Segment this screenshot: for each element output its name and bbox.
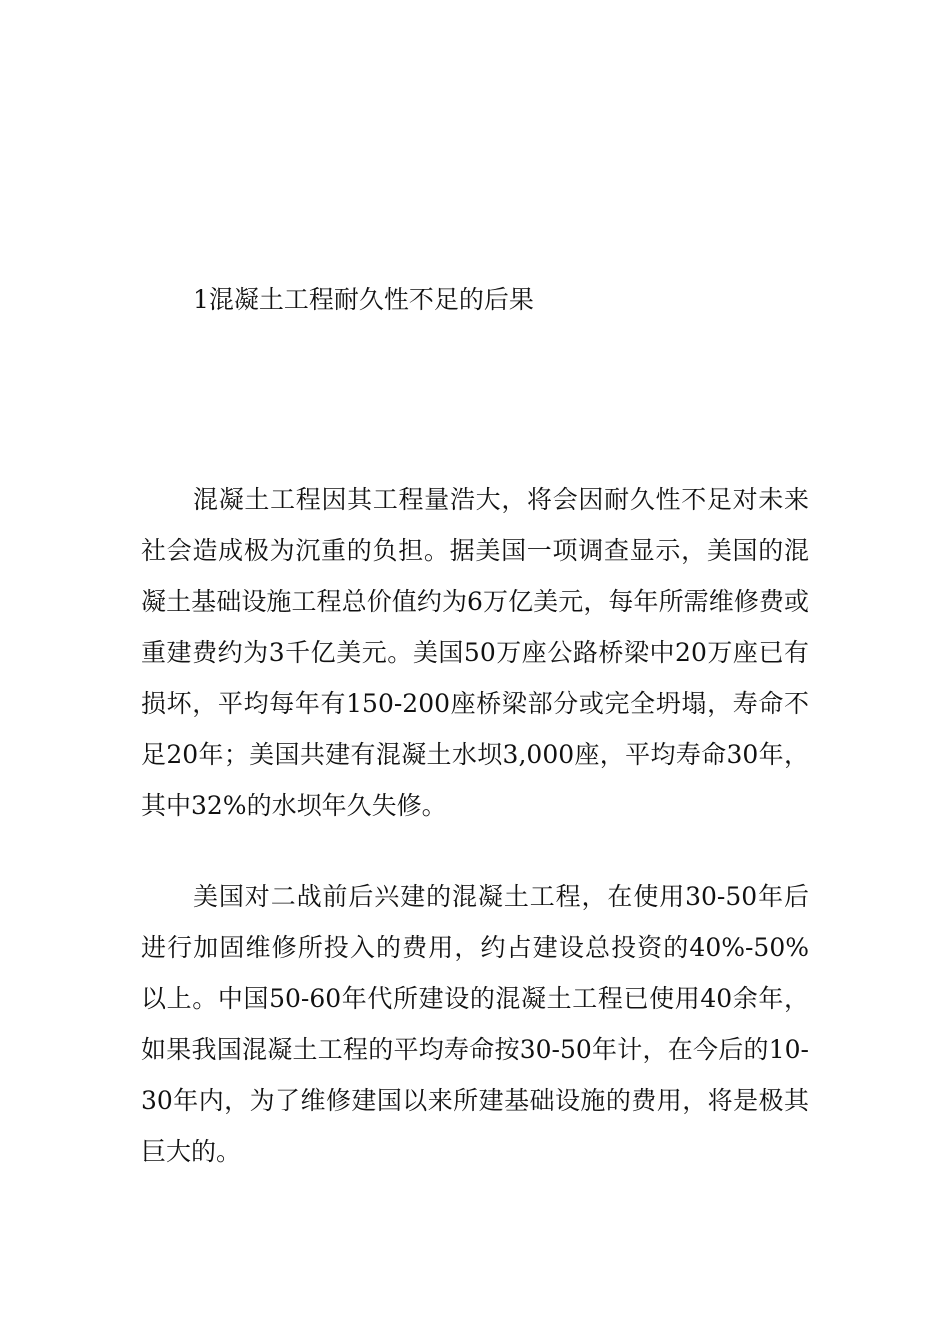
section-heading: 1混凝土工程耐久性不足的后果 bbox=[193, 285, 534, 314]
paragraph-1: 混凝土工程因其工程量浩大，将会因耐久性不足对未来社会造成极为沉重的负担。据美国一项调查显示，美国的混凝土基础设施工程总价值约为6万亿美元，每年所需维修费或重建费约为3千亿美元。美国50万座公路桥梁中20万座已有损坏，平均每年有150-200座桥梁部分或完全坍塌，寿命不足20年；美国共建有混凝土水坝3,000座，平均寿命30年，其中32%的水坝年久失修。 bbox=[141, 485, 809, 820]
paragraph-2: 美国对二战前后兴建的混凝土工程，在使用30-50年后进行加固维修所投入的费用，约占建设总投资的40%-50%以上。中国50-60年代所建设的混凝土工程已使用40余年，如果我国混凝土工程的平均寿命按30-50年计，在今后的10-30年内，为了维修建国以来所建基础设施的费用，将是极其巨大的。 bbox=[141, 882, 809, 1166]
